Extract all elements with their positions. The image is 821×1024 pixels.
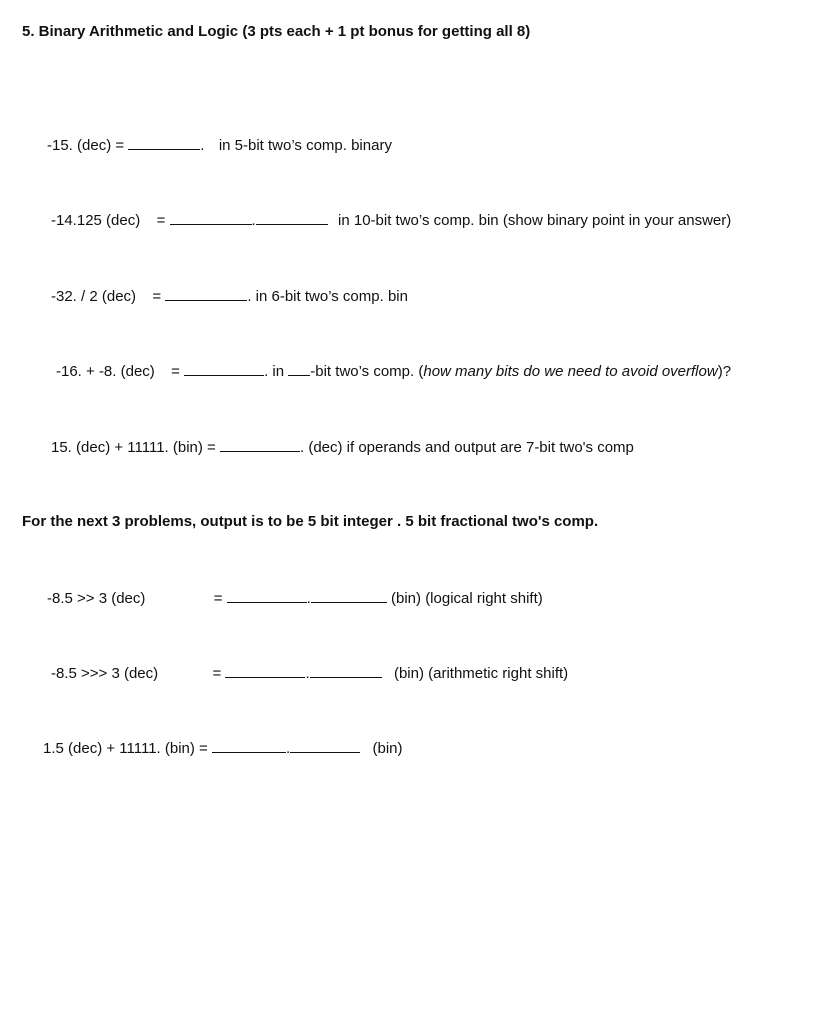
q6-point: . bbox=[306, 590, 311, 607]
q4-equals: = bbox=[171, 363, 180, 380]
q6-fraction-blank[interactable] bbox=[311, 588, 387, 603]
q6-rhs: (bin) (logical right shift) bbox=[391, 590, 543, 607]
q7-point: . bbox=[305, 665, 310, 682]
section-note: For the next 3 problems, output is to be 5 bit integer . 5 bit fractional two's comp. bbox=[22, 513, 599, 530]
q7-rhs: (bin) (arithmetic right shift) bbox=[393, 665, 569, 682]
problem-title: 5. Binary Arithmetic and Logic (3 pts each + 1 pt bonus for getting all 8) bbox=[22, 23, 531, 40]
q8-point: . bbox=[286, 740, 291, 757]
q8-rhs: (bin) bbox=[372, 740, 403, 757]
q3-lhs: -32. / 2 (dec) bbox=[51, 288, 137, 305]
q4-answer-blank[interactable] bbox=[184, 361, 264, 376]
q1-answer-blank[interactable] bbox=[128, 135, 200, 150]
q7-fraction-blank[interactable] bbox=[310, 663, 382, 678]
q2-point: . bbox=[251, 212, 256, 229]
q5-lhs: 15. (dec) + 11111. (bin) = bbox=[51, 439, 216, 456]
question-2 bbox=[51, 210, 731, 231]
q2-fraction-blank[interactable] bbox=[256, 210, 328, 225]
q2-equals: = bbox=[156, 212, 166, 229]
question-8 bbox=[43, 738, 403, 759]
q6-equals: = bbox=[213, 590, 223, 607]
q8-fraction-blank[interactable] bbox=[290, 738, 360, 753]
q3-equals: = bbox=[152, 288, 162, 305]
question-1 bbox=[47, 135, 392, 156]
q4-lhs: -16. + -8. (dec) bbox=[56, 363, 155, 380]
q8-integer-blank[interactable] bbox=[212, 738, 286, 753]
q2-rhs: in 10-bit two’s comp. bin (show binary point in your answer) bbox=[338, 212, 732, 229]
q1-lhs: -15. (dec) = bbox=[47, 137, 125, 154]
question-6 bbox=[47, 588, 543, 609]
q4-rhs-end: )? bbox=[717, 363, 732, 380]
q6-lhs: -8.5 >> 3 (dec) bbox=[47, 590, 146, 607]
q4-mid: . in bbox=[264, 363, 285, 380]
q2-integer-blank[interactable] bbox=[170, 210, 252, 225]
q1-rhs: in 5-bit two’s comp. binary bbox=[218, 137, 392, 154]
question-7 bbox=[51, 663, 568, 684]
question-3 bbox=[51, 286, 408, 307]
q4-rhs-italic: how many bits do we need to avoid overflow bbox=[423, 363, 718, 380]
q6-integer-blank[interactable] bbox=[227, 588, 307, 603]
q7-integer-blank[interactable] bbox=[225, 663, 305, 678]
q8-lhs: 1.5 (dec) + 11111. (bin) = bbox=[43, 740, 208, 757]
q3-rhs: . in 6-bit two’s comp. bin bbox=[247, 288, 408, 305]
q5-rhs: . (dec) if operands and output are 7-bit two's comp bbox=[300, 439, 634, 456]
q4-rhs-plain: -bit two’s comp. ( bbox=[310, 363, 424, 380]
q2-lhs: -14.125 (dec) bbox=[51, 212, 141, 229]
q4-bits-blank[interactable] bbox=[288, 361, 310, 376]
q7-equals: = bbox=[212, 665, 222, 682]
q7-lhs: -8.5 >>> 3 (dec) bbox=[51, 665, 159, 682]
q5-answer-blank[interactable] bbox=[220, 437, 300, 452]
q3-answer-blank[interactable] bbox=[165, 286, 247, 301]
question-4 bbox=[56, 361, 731, 382]
question-5 bbox=[51, 437, 634, 458]
q1-point: . bbox=[200, 137, 205, 154]
